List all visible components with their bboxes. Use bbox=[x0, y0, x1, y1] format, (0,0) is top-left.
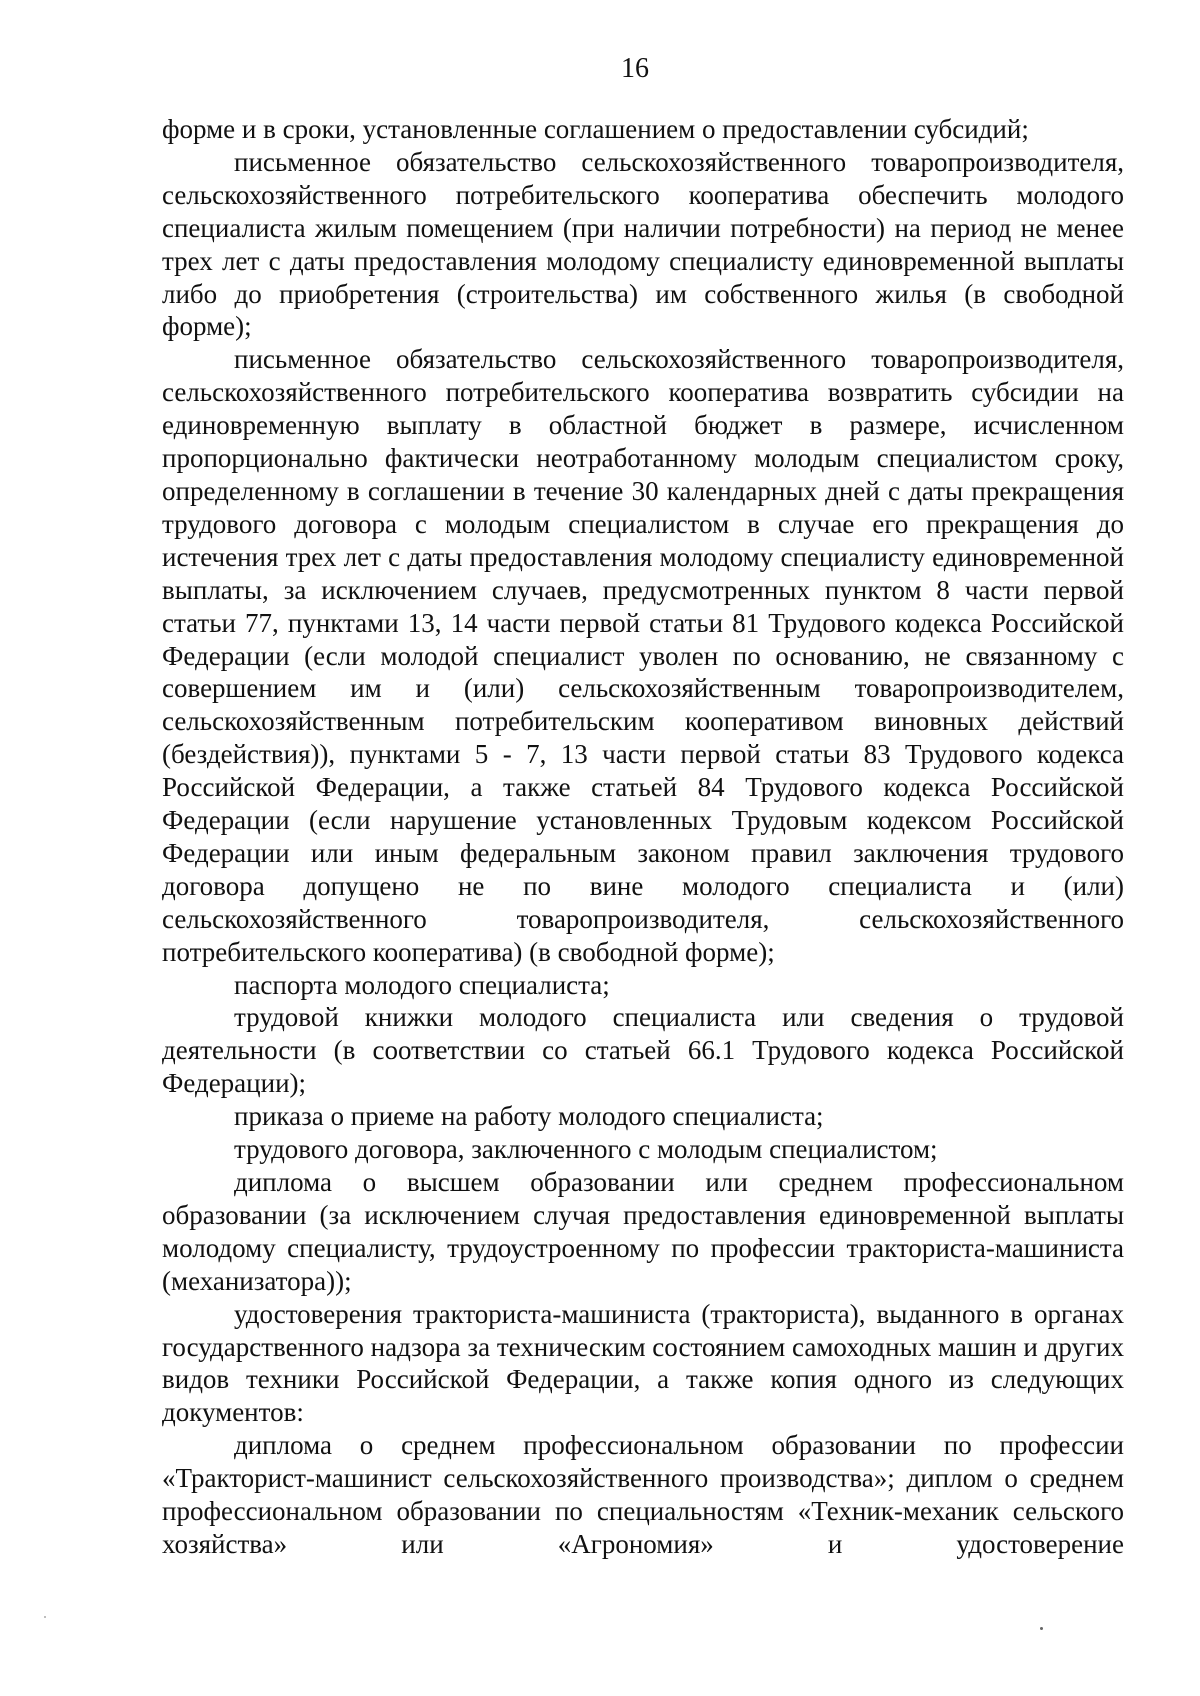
paragraph-tractor-license: удостоверения тракториста-машиниста (тракториста), выданного в органах государственного надзора за техническим состоянием самоходных машин и других видов техники Российской Федерации, а также копия одного из следующих документов: bbox=[162, 1298, 1124, 1428]
paragraph-continuation: форме и в сроки, установленные соглашением о предоставлении субсидий; bbox=[162, 114, 1029, 144]
paragraph-labor-contract: трудового договора, заключенного с молодым специалистом; bbox=[234, 1134, 938, 1165]
document-body bbox=[162, 113, 1124, 1561]
paragraph-hiring-order: приказа о приеме на работу молодого специалиста; bbox=[234, 1101, 824, 1132]
paragraph-refund-obligation: письменное обязательство сельскохозяйственного товаропроизводителя, сельскохозяйственного потребительского кооператива возвратить субсидии на единовременную выплату в областной бюджет в размере, исчисленном пропорционально фактически неотработанному молодым специалистом сроку, определенному в соглашении в течение 30 календарных дней с даты прекращения трудового договора с молодым специалистом в случае его прекращения до истечения трех лет с даты предоставления молодому специалисту единовременной выплаты, за исключением случаев, предусмотренных пунктом 8 части первой статьи 77, пунктами 13, 14 части первой статьи 81 Трудового кодекса Российской Федерации (если молодой специалист уволен по основанию, не связанному с совершением им и (или) сельскохозяйственным товаропроизводителем, сельскохозяйственным потребительским кооперативом виновных действий (бездействия)), пунктами 5 - 7, 13 части первой статьи 83 Трудового кодекса Российской Федерации, а также статьей 84 Трудового кодекса Российской Федерации (если нарушение установленных Трудовым кодексом Российской Федерации или иным федеральным законом правил заключения трудового договора допущено не по вине молодого специалиста и (или) сельскохозяйственного товаропроизводителя, сельскохозяйственного потребительского кооператива) (в свободной форме); bbox=[162, 344, 1124, 967]
scan-speck bbox=[1040, 1627, 1043, 1630]
page-number: 16 bbox=[621, 53, 649, 84]
scan-speck bbox=[44, 1616, 46, 1618]
paragraph-passport: паспорта молодого специалиста; bbox=[234, 969, 610, 1000]
paragraph-work-book: трудовой книжки молодого специалиста или сведения о трудовой деятельности (в соответствии со статьей 66.1 Трудового кодекса Российской Федерации); bbox=[162, 1002, 1124, 1099]
paragraph-vocational-diploma: диплома о среднем профессиональном образовании по профессии «Тракторист-машинист сельскохозяйственного производства»; диплом о среднем профессиональном образовании по специальностям «Техник-механик сельского хозяйства» или «Агрономия» и удостоверение bbox=[162, 1430, 1124, 1559]
paragraph-housing-obligation: письменное обязательство сельскохозяйственного товаропроизводителя, сельскохозяйственного потребительского кооператива обеспечить молодого специалиста жилым помещением (при наличии потребности) на период не менее трех лет с даты предоставления молодому специалисту единовременной выплаты либо до приобретения (строительства) им собственного жилья (в свободной форме); bbox=[162, 146, 1124, 342]
paragraph-diploma: диплома о высшем образовании или среднем профессиональном образовании (за исключением случая предоставления единовременной выплаты молодому специалисту, трудоустроенному по профессии тракториста-машиниста (механизатора)); bbox=[162, 1167, 1124, 1296]
